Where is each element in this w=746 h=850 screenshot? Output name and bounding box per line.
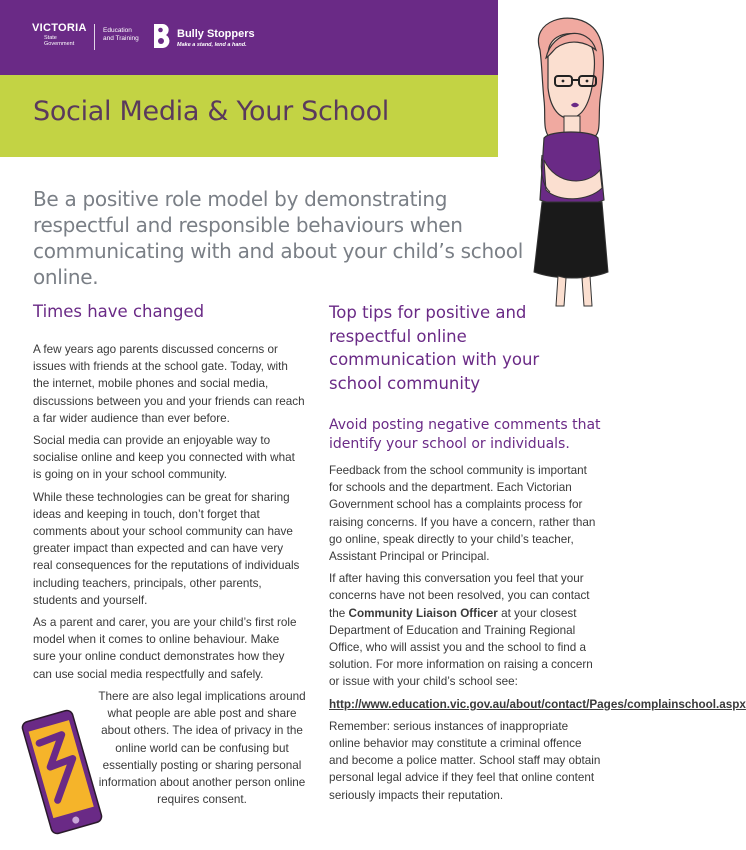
- left-column: [33, 341, 305, 688]
- bully-stoppers-b-icon: [151, 22, 173, 50]
- right-paragraph-2-start: If after having this conversation you feel that your concerns have not been resolved, you can contact the: [329, 572, 590, 620]
- bully-stoppers-text: Bully Stoppers: [177, 28, 255, 40]
- right-paragraph-2-end: at your closest Department of Education and Training Regional Office, who will assist you and the school to find a solution. For more information on raising a concern or issue with your child’s school see:: [329, 606, 593, 689]
- education-logo-line2: and Training: [103, 35, 139, 42]
- complaints-link[interactable]: http://www.education.vic.gov.au/about/contact/Pages/complainschool.aspx: [329, 697, 746, 711]
- victoria-logo-sub-line2: Government: [44, 41, 75, 47]
- legal-paragraph: There are also legal implications around what people are able post and share about others. The idea of privacy in the online world can be confusing but essentially posting or sharing personal information about another person online requires consent.: [98, 690, 306, 807]
- left-paragraph-1: A few years ago parents discussed concerns or issues with friends at the school gate. Today, with the internet, mobile phones and social media, discussions between you and your friends can reach a far wider audience than ever before.: [33, 343, 305, 425]
- page-title: Social Media & Your School: [33, 96, 390, 127]
- victoria-logo-sub: [44, 35, 87, 47]
- right-paragraph-3: Remember: serious instances of inappropriate online behavior may constitute a criminal offence and become a police matter. School staff may obtain personal legal advice if they feel that online content seriously impacts their reputation.: [329, 719, 601, 802]
- left-paragraph-3: While these technologies can be great for sharing ideas and keeping in touch, don’t forget that comments about your school community can have greater impact than expected and can have very real consequences for the reputations of individuals including teachers, principals, other parents, students and yourself.: [33, 490, 300, 607]
- right-paragraph-2: [329, 570, 601, 690]
- intro-text: Be a positive role model by demonstrating respectful and responsible behaviours when communicating with and about your child’s school online.: [33, 187, 523, 289]
- education-logo-text: [103, 27, 139, 43]
- left-paragraph-4: As a parent and carer, you are your child’s first role model when it comes to online behaviour. Make sure your online conduct demonstrates how they can use social media respectfully and safely.: [33, 616, 297, 681]
- smartphone-illustration: [22, 706, 102, 838]
- community-liaison-officer: Community Liaison Officer: [348, 606, 498, 620]
- right-paragraph-1: Feedback from the school community is important for schools and the department. Each Victorian Government school has a complaints process for raising concerns. If you have a concern, rather than go online, speak directly to your child’s teacher, Assistant Principal or Principal.: [329, 464, 596, 564]
- woman-cartoon-illustration: [500, 10, 625, 310]
- right-heading: Top tips for positive and respectful online communication with your school community: [329, 303, 540, 393]
- right-subheading: Avoid posting negative comments that identify your school or individuals.: [329, 417, 601, 452]
- bully-stoppers-tagline: Make a stand, lend a hand.: [177, 42, 247, 48]
- left-paragraph-2: Social media can provide an enjoyable way to socialise online and keep you connected with what is going on in your school community.: [33, 434, 295, 482]
- right-column: [329, 462, 746, 809]
- logo-divider: [94, 24, 95, 50]
- left-heading: Times have changed: [33, 302, 205, 321]
- victoria-logo: [32, 22, 87, 47]
- education-logo-line1: Education: [103, 27, 132, 34]
- victoria-logo-sub-line1: State: [44, 35, 57, 41]
- victoria-logo-text: VICTORIA: [32, 22, 87, 34]
